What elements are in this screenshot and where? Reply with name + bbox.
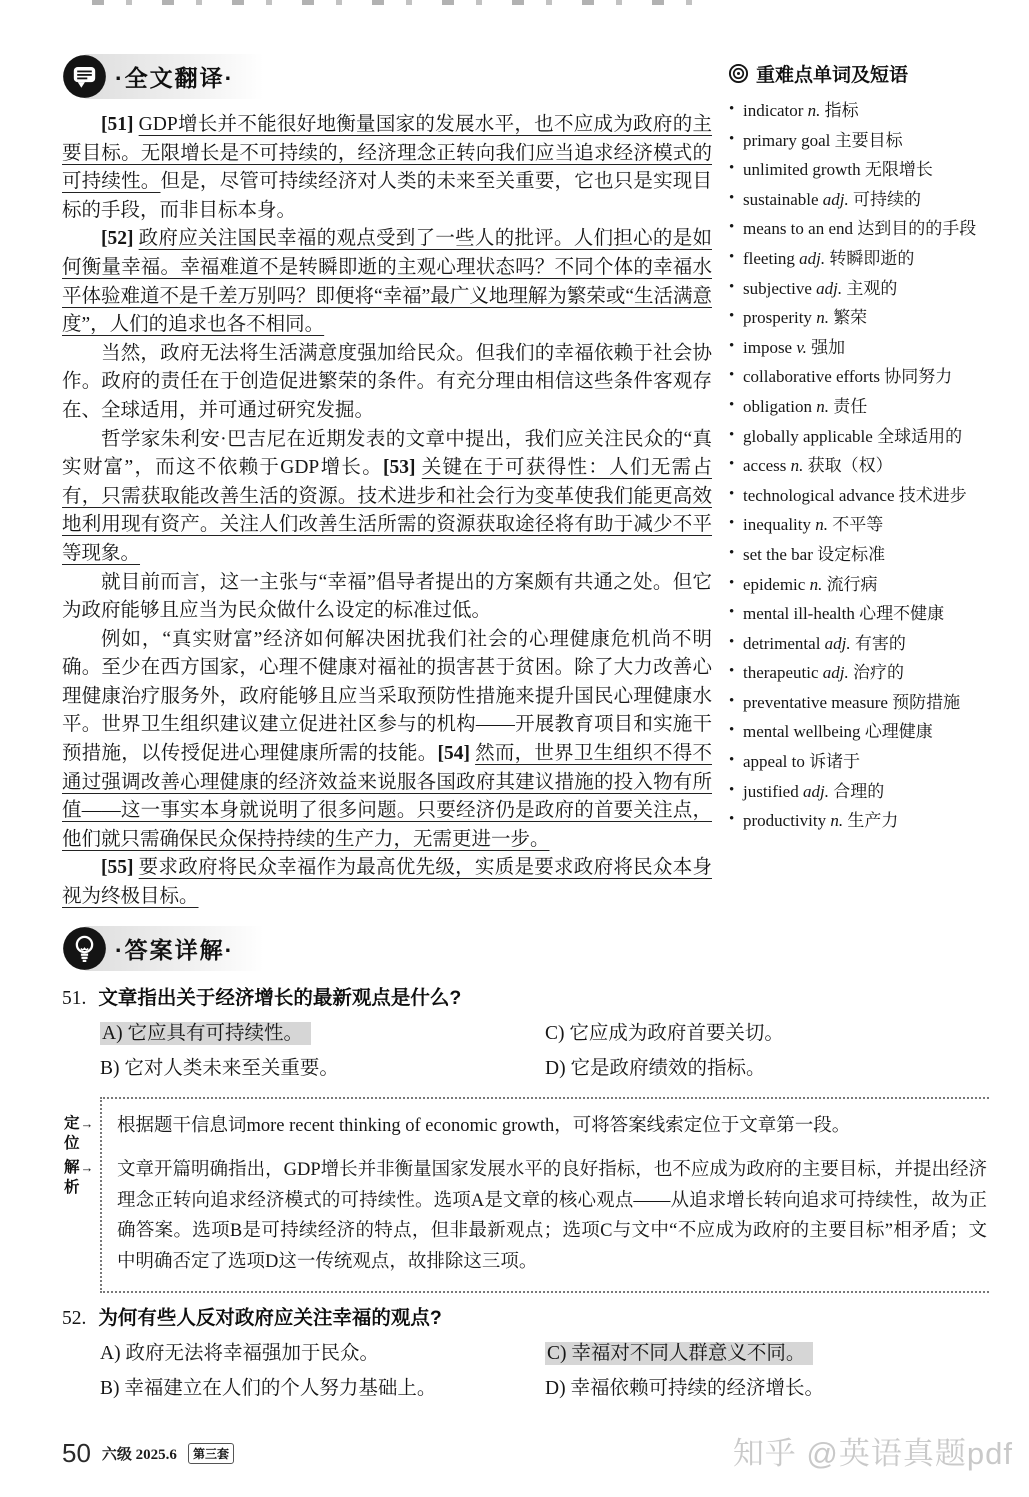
option-content (100, 1342, 383, 1365)
translation-paragraph (62, 569, 712, 626)
question-block (62, 983, 989, 1294)
label-char: 解 (64, 1159, 80, 1177)
vocab-translation: 强加 (806, 337, 846, 357)
answer-option (545, 1018, 989, 1050)
question-title (62, 1303, 989, 1334)
translation-text: 哲学家朱利安·巴吉尼在近期发表的文章中提出，我们应关注民众的“真实财富”，而这不依赖于GDP增长。 (62, 428, 712, 479)
vocab-term: unlimited growth (743, 160, 861, 180)
vocab-term: epidemic (743, 574, 806, 594)
translation-text: 但是，尽管可持续经济对人类的未来至关重要，它也只是实现目标的手段，而非目标本身。 (62, 171, 712, 221)
sentence-marker: [54] (437, 743, 476, 765)
option-content (545, 1377, 828, 1400)
vocab-pos: adj. (811, 278, 843, 298)
vocab-item (728, 274, 991, 304)
vocab-item (728, 570, 991, 600)
vocab-translation: 责任 (828, 396, 868, 416)
arrow-icon: → (80, 1115, 94, 1131)
vocab-term: set the bar (743, 544, 813, 564)
explanation-text: 根据题干信息词more recent thinking of economic growth，可将答案线索定位于文章第一段。 (117, 1115, 851, 1136)
vocab-item (728, 185, 991, 215)
vocab-pos: n. (786, 456, 804, 476)
bullet-icon: • (729, 811, 735, 828)
option-text: 幸福建立在人们的个人努力基础上。 (124, 1378, 437, 1400)
page-number: 50 (62, 1438, 91, 1468)
translation-paragraphs (62, 111, 712, 912)
vocab-term: indicator (743, 101, 804, 120)
vocab-term: subjective (743, 278, 812, 298)
vocab-term: technological advance (743, 485, 895, 505)
translation-header (62, 54, 712, 99)
translation-text: GDP增长并不能很好地衡量国家的发展水平，也不应成为政府的主要目标。无限增长是不可持续的，经济理念正转向我们应当追求经济模式的可持续性。 (62, 114, 712, 193)
vocab-translation: 技术进步 (894, 485, 967, 505)
vocab-item (728, 214, 991, 244)
vocab-item (728, 96, 991, 126)
vocab-item (728, 303, 991, 333)
answer-option (100, 1338, 545, 1370)
translation-paragraph (62, 340, 712, 426)
vocab-pos: n. (826, 811, 844, 831)
arrow-icon: → (80, 1160, 94, 1176)
vocab-pos: v. (792, 337, 807, 357)
vocab-term: sustainable (743, 189, 819, 209)
vocab-item (728, 717, 991, 747)
vocab-pos: n. (811, 308, 829, 328)
vocab-term: prosperity (743, 308, 812, 328)
vocab-translation: 治疗的 (848, 663, 904, 683)
vocab-item (728, 777, 991, 807)
vocab-item (728, 658, 991, 688)
bullet-icon: • (729, 130, 735, 147)
vocab-item (728, 451, 991, 481)
vocab-pos: n. (803, 101, 821, 120)
vocab-item (728, 422, 991, 452)
vocab-translation: 繁荣 (828, 308, 868, 328)
label-char: 析 (64, 1179, 80, 1197)
option-text: 它应具有可持续性。 (127, 1022, 303, 1044)
page-footer (62, 1438, 234, 1469)
vocab-item (728, 362, 991, 392)
vocab-item (728, 688, 991, 718)
option-text: 它对人类未来至关重要。 (124, 1057, 339, 1079)
locate-label (64, 1113, 104, 1153)
translation-paragraph (62, 111, 712, 225)
bullet-icon: • (729, 604, 735, 621)
vocab-translation: 生产力 (843, 811, 899, 831)
vocab-translation: 流行病 (822, 574, 878, 594)
vocab-item (728, 126, 991, 156)
vocab-pos: n. (811, 396, 829, 416)
question-number: 51. (62, 987, 87, 1009)
option-text: 政府无法将幸福强加于民众。 (125, 1343, 379, 1365)
vocab-term: productivity (743, 811, 827, 831)
label-char: 位 (64, 1134, 80, 1152)
bullet-icon: • (729, 781, 735, 798)
vocab-item (728, 599, 991, 629)
vocab-term: detrimental (743, 633, 821, 653)
bullet-icon: • (729, 752, 735, 769)
option-text: 幸福对不同人群意义不同。 (571, 1343, 806, 1365)
vocab-translation: 全球适用的 (872, 426, 963, 446)
vocab-section (728, 54, 991, 912)
vocab-translation: 协同努力 (880, 367, 953, 387)
vocab-term: mental ill-health (743, 604, 855, 624)
translation-text: 政府应关注国民幸福的观点受到了一些人的批评。人们担心的是如何衡量幸福。幸福难道不是转瞬即逝的主观心理状态吗？不同个体的幸福水平体验难道不是千差万别吗？即便将“幸福”最广义地理解为繁荣或“生活满意度”，人们的追求也各不相同。 (62, 228, 712, 336)
option-label: A) (100, 1343, 126, 1365)
vocab-term: fleeting (743, 248, 795, 268)
option-label: C) (545, 1022, 570, 1044)
answers-section (0, 912, 1029, 1406)
translation-paragraph (62, 225, 712, 339)
vocab-translation: 有害的 (850, 633, 906, 653)
vocab-pos: n. (805, 574, 823, 594)
bullet-icon: • (729, 633, 735, 650)
vocab-translation: 预防措施 (887, 692, 961, 712)
analysis-label (64, 1157, 104, 1197)
vocab-translation: 设定标准 (812, 544, 886, 564)
vocab-pos: adj. (820, 633, 851, 653)
vocab-translation: 诉诸于 (804, 752, 861, 772)
bullet-icon: • (729, 101, 735, 117)
answer-option (545, 1338, 989, 1370)
bullet-icon: • (729, 544, 735, 561)
answer-option (545, 1373, 989, 1405)
vocab-term: impose (743, 337, 793, 357)
vocab-item (728, 747, 991, 777)
bullet-icon: • (729, 426, 735, 443)
option-text: 它是政府绩效的指标。 (570, 1057, 766, 1079)
bullet-icon: • (729, 367, 735, 384)
vocab-translation: 合理的 (828, 781, 885, 801)
speech-bubble-icon (62, 54, 107, 99)
option-label: B) (100, 1378, 125, 1400)
option-label: D) (545, 1378, 571, 1400)
vocab-term: globally applicable (743, 426, 873, 446)
bullet-icon: • (729, 515, 735, 532)
vocab-item (728, 155, 991, 185)
answer-option (100, 1373, 545, 1405)
correct-answer-highlight (100, 1022, 311, 1045)
bullet-icon: • (729, 278, 735, 295)
bullet-icon: • (729, 248, 735, 265)
vocab-translation: 主观的 (842, 278, 898, 298)
translation-text: 然而，世界卫生组织不得不通过强调改善心理健康的经济效益来说服各国政府其建议措施的投入物有所值——这一事实本身就说明了很多问题。只要经济仍是政府的首要关注点，他们就只需确保民众保持持续的生产力，无需更进一步。 (62, 743, 712, 850)
question-block (62, 1303, 989, 1405)
bullet-icon: • (729, 337, 735, 354)
translation-text: 要求政府将民众幸福作为最高优先级，实质是要求政府将民众本身视为终极目标。 (62, 857, 712, 908)
translation-paragraph (62, 854, 712, 911)
translation-text: 就目前而言，这一主张与“幸福”倡导者提出的方案颇有共通之处。但它为政府能够且应当为民众做什么设定的标准过低。 (62, 571, 712, 622)
vocab-item (728, 333, 991, 363)
option-content (545, 1022, 788, 1045)
vocab-translation: 不平等 (827, 515, 884, 535)
sentence-marker: [55] (101, 857, 139, 879)
label-char: 定 (64, 1114, 80, 1132)
vocab-translation: 指标 (820, 101, 859, 120)
vocab-term: access (743, 456, 787, 476)
option-label: D) (545, 1057, 571, 1079)
sentence-marker: [51] (101, 114, 139, 135)
vocab-item (728, 481, 991, 511)
option-content (545, 1057, 769, 1080)
answers-title: ·答案详解· (83, 926, 264, 971)
option-label: B) (100, 1057, 125, 1079)
vocab-term: therapeutic (743, 663, 819, 683)
vocab-term: collaborative efforts (743, 367, 881, 387)
vocab-term: appeal to (743, 752, 805, 772)
vocab-item (728, 806, 991, 836)
vocab-translation: 达到目的的手段 (853, 219, 977, 239)
question-title (62, 983, 989, 1014)
vocab-translation: 主要目标 (830, 130, 903, 150)
question-number: 52. (62, 1308, 87, 1330)
bullet-icon: • (729, 692, 735, 709)
bullet-icon: • (729, 663, 735, 680)
scan-artifact (92, 0, 710, 5)
option-label: A) (102, 1022, 128, 1044)
explanation-text: 文章开篇明确指出，GDP增长并非衡量国家发展水平的良好指标，也不应成为政府的主要目标，并提出经济理念正转向追求经济模式的可持续性。选项A是文章的核心观点——从追求增长转向追求可持续性，故为正确答案。选项B是可持续经济的特点，但非最新观点；选项C与文中“不应成为政府的主要目标”相矛盾；文中明确否定了选项D这一传统观点，故排除这三项。 (117, 1160, 987, 1272)
target-icon (728, 63, 749, 84)
translation-title: ·全文翻译· (83, 54, 264, 99)
vocab-header (728, 60, 991, 87)
bullet-icon: • (729, 485, 735, 502)
question-text: 文章指出关于经济增长的最新观点是什么? (98, 986, 462, 1009)
vocab-item (728, 392, 991, 422)
sentence-marker: [52] (101, 228, 139, 250)
bullet-icon: • (729, 456, 735, 473)
questions (62, 983, 989, 1406)
vocab-term: obligation (743, 396, 812, 416)
option-label: C) (547, 1343, 572, 1365)
bullet-icon: • (729, 308, 735, 325)
correct-answer-highlight (545, 1342, 813, 1365)
translation-paragraph (62, 426, 712, 569)
bullet-icon: • (729, 219, 735, 236)
vocab-pos: adj. (818, 189, 849, 209)
set-badge: 第三套 (188, 1443, 234, 1464)
answer-option (100, 1053, 545, 1085)
translation-text: 当然，政府无法将生活满意度强加给民众。但我们的幸福依赖于社会协作。政府的责任在于创造促进繁荣的条件。有充分理由相信这些条件客观存在、全球适用，并可通过研究发掘。 (62, 342, 712, 421)
bullet-icon: • (729, 722, 735, 739)
vocab-translation: 可持续的 (848, 189, 922, 209)
vocab-term: justified (743, 781, 799, 801)
vocab-pos: adj. (818, 663, 849, 683)
option-text: 它应成为政府首要关切。 (569, 1022, 784, 1044)
answers-header (62, 926, 989, 971)
vocab-pos: adj. (798, 781, 829, 801)
vocab-title: 重难点单词及短语 (756, 65, 909, 86)
options (100, 1018, 989, 1085)
vocab-item (728, 540, 991, 570)
vocab-term: mental wellbeing (743, 722, 861, 742)
vocab-translation: 转瞬即逝的 (825, 248, 915, 268)
vocab-term: means to an end (743, 219, 853, 239)
vocab-pos: adj. (794, 248, 826, 268)
option-content (100, 1057, 343, 1080)
exam-label: 六级 2025.6 (101, 1447, 177, 1463)
translation-text: 例如，“真实财富”经济如何解决困扰我们社会的心理健康危机尚不明确。至少在西方国家，心理不健康对福祉的损害甚于贫困。除了大力改善心理健康治疗服务外，政府能够且应当采取预防性措施来提升国民心理健康水平。世界卫生组织建议建立促进社区参与的机构——开展教育项目和实施干预措施，以传授促进心理健康所需的技能。 (62, 628, 712, 765)
translation-paragraph (62, 626, 712, 855)
answer-option (100, 1018, 545, 1050)
vocab-item (728, 629, 991, 659)
vocab-term: inequality (743, 515, 811, 535)
vocab-translation: 心理健康 (860, 722, 933, 742)
vocab-item (728, 244, 991, 274)
bullet-icon: • (729, 396, 735, 413)
vocab-list (728, 96, 991, 836)
vocab-translation: 心理不健康 (854, 604, 945, 624)
watermark: 知乎 @英语真题pdf (732, 1436, 1013, 1471)
explanation-row (64, 1111, 987, 1152)
vocab-translation: 无限增长 (860, 160, 933, 180)
bullet-icon: • (729, 189, 735, 206)
vocab-translation: 获取（权） (803, 456, 893, 476)
translation-text: 关键在于可获得性：人们无需占有，只需获取能改善生活的资源。技术进步和社会行为变革使我们能更高效地利用现有资产。关注人们改善生活所需的资源获取途径将有助于减少不平等现象。 (62, 457, 712, 564)
sentence-marker: [53] (383, 457, 422, 479)
bulb-icon (62, 926, 107, 971)
option-text: 幸福依赖可持续的经济增长。 (570, 1378, 824, 1400)
bullet-icon: • (729, 160, 735, 177)
option-content (100, 1377, 440, 1400)
explanation-box (64, 1097, 989, 1294)
explanation-row (64, 1155, 987, 1277)
vocab-term: primary goal (743, 130, 831, 150)
vocab-term: preventative measure (743, 692, 888, 712)
question-text: 为何有些人反对政府应关注幸福的观点? (98, 1307, 442, 1330)
options (100, 1338, 989, 1405)
vocab-item (728, 510, 991, 540)
answer-option (545, 1053, 989, 1085)
translation-section (62, 54, 712, 912)
vocab-pos: n. (810, 515, 828, 535)
bullet-icon: • (729, 574, 735, 591)
